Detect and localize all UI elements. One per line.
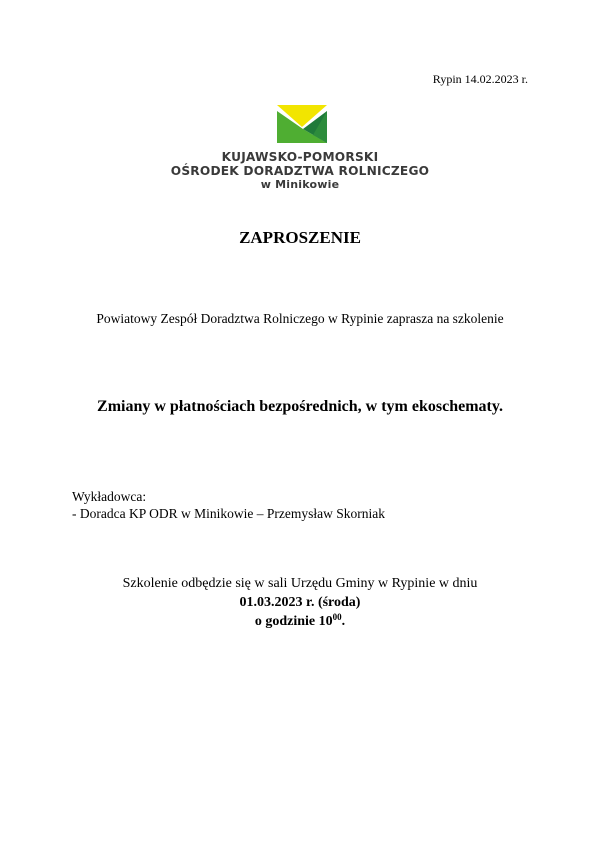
- time-minutes: 00: [332, 612, 342, 622]
- kpodr-envelope-logo-icon: [277, 105, 327, 143]
- training-details: [0, 574, 600, 631]
- time-suffix: .: [341, 614, 346, 629]
- training-time: [0, 612, 600, 631]
- org-name-line-2: OŚRODEK DORADZTWA ROLNICZEGO: [170, 164, 430, 178]
- org-name-line-1: KUJAWSKO-POMORSKI: [221, 150, 379, 164]
- org-name-line-3: w Minikowie: [260, 178, 340, 191]
- time-prefix: o godzinie 10: [254, 614, 333, 629]
- training-date: 01.03.2023 r. (środa): [239, 595, 361, 610]
- document-date: Rypin 14.02.2023 r.: [432, 72, 528, 86]
- organization-name: [100, 150, 500, 192]
- document-title: ZAPROSZENIE: [239, 228, 361, 247]
- training-topic: Zmiany w płatnościach bezpośrednich, w tym ekoschematy.: [97, 398, 503, 415]
- lecturer-section: [72, 488, 385, 522]
- invitation-intro: Powiatowy Zespół Doradztwa Rolniczego w Rypinie zaprasza na szkolenie: [96, 311, 504, 326]
- lecturer-name: - Doradca KP ODR w Minikowie – Przemysław Skorniak: [72, 506, 385, 521]
- location-line: Szkolenie odbędzie się w sali Urzędu Gminy w Rypinie w dniu: [122, 576, 478, 591]
- lecturer-label: Wykładowca:: [72, 489, 147, 504]
